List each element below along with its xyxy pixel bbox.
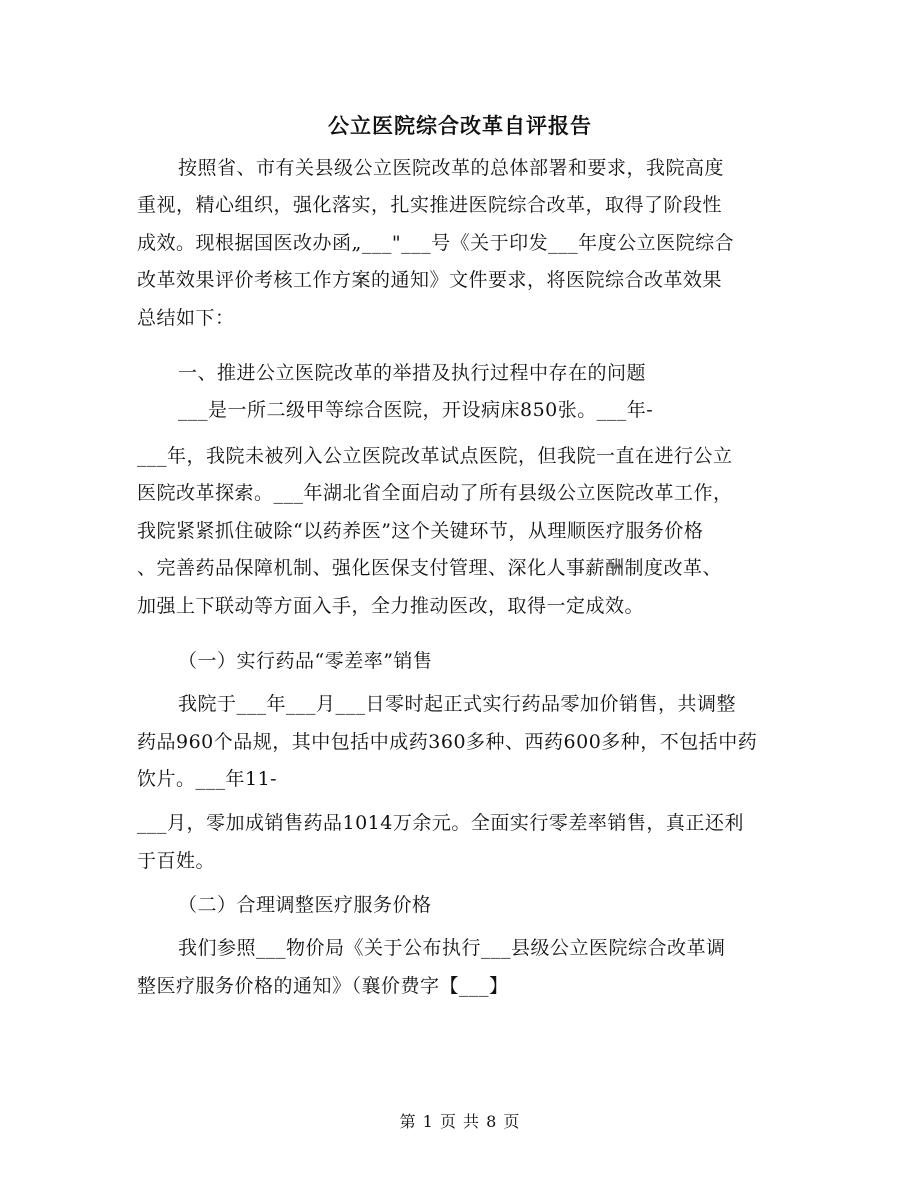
- page-number-footer: 第 1 页 共 8 页: [399, 1112, 521, 1131]
- paragraph-line: 成效。现根据国医改办函„___"___号《关于印发___年度公立医院综合: [137, 232, 735, 254]
- paragraph-line: ___是一所二级甲等综合医院，开设病床850张。___年-: [178, 399, 654, 421]
- paragraph-line: 于百姓。: [137, 850, 216, 872]
- paragraph-line: 医院改革探索。___年湖北省全面启动了所有县级公立医院改革工作，: [137, 482, 733, 504]
- paragraph-line: 整医疗服务价格的通知》（襄价费字【___】: [137, 975, 509, 997]
- paragraph-line: ___年，我院未被列入公立医院改革试点医院，但我院一直在进行公立: [137, 445, 733, 467]
- paragraph-line: 、完善药品保障机制、强化医保支付管理、深化人事薪酬制度改革、: [137, 557, 723, 579]
- paragraph-line: 我院紧紧抓住破除“以药养医”这个关键环节，从理顺医疗服务价格: [137, 520, 704, 542]
- subsection-heading: （一）实行药品“零差率”销售: [178, 650, 433, 672]
- paragraph-line: 我们参照___物价局《关于公布执行___县级公立医院综合改革调: [178, 937, 726, 959]
- section-heading: 一、推进公立医院改革的举措及执行过程中存在的问题: [178, 362, 647, 384]
- paragraph-line: 总结如下：: [137, 307, 235, 329]
- paragraph-line: ___月，零加成销售药品1014万余元。全面实行零差率销售，真正还利: [137, 812, 744, 834]
- paragraph-line: 改革效果评价考核工作方案的通知》文件要求，将医院综合改革效果: [137, 269, 723, 291]
- document-title: 公立医院综合改革自评报告: [328, 113, 592, 138]
- paragraph-line: 重视，精心组织，强化落实，扎实推进医院综合改革，取得了阶段性: [137, 194, 723, 216]
- paragraph-line: 我院于___年___月___日零时起正式实行药品零加价销售，共调整: [178, 693, 737, 715]
- paragraph-line: 药品960个品规，其中包括中成药360多种、西药600多种，不包括中药: [137, 731, 758, 753]
- paragraph-line: 饮片。___年11-: [137, 768, 278, 790]
- paragraph-line: 加强上下联动等方面入手，全力推动医改，取得一定成效。: [137, 595, 645, 617]
- subsection-heading: （二）合理调整医疗服务价格: [178, 894, 432, 916]
- paragraph-line: 按照省、市有关县级公立医院改革的总体部署和要求，我院高度: [178, 157, 725, 179]
